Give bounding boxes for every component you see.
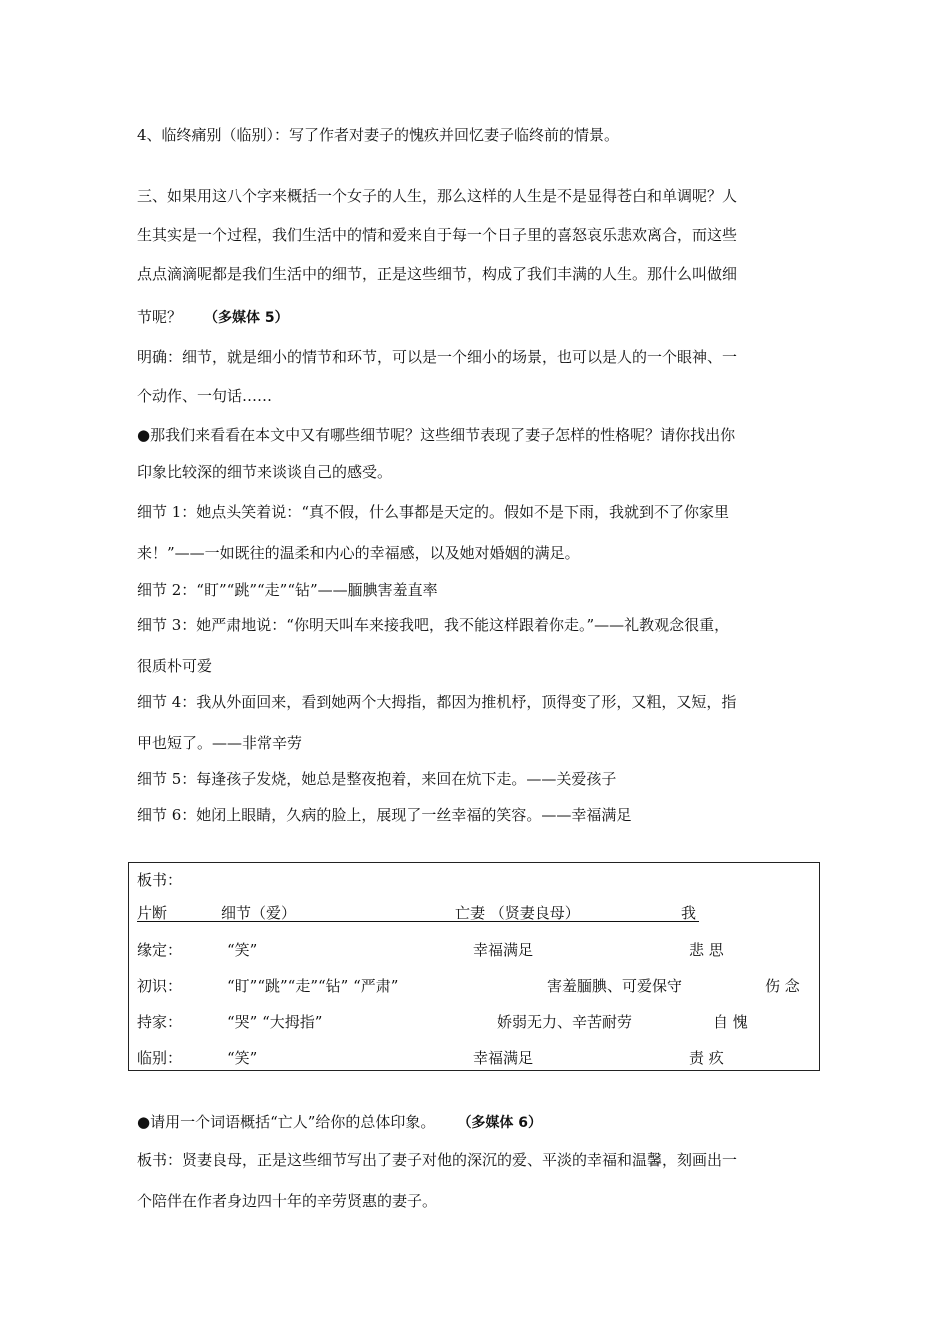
board-row-me: 悲 思 <box>689 941 724 959</box>
definition-line: 明确：细节，就是细小的情节和环节，可以是一个细小的场景，也可以是人的一个眼神、一 <box>137 348 738 366</box>
blackboard-summary-box <box>128 862 820 1071</box>
item-4-text: 4、临终痛别（临别）：写了作者对妻子的愧疚并回忆妻子临终前的情景。 <box>137 126 620 144</box>
paragraph-3-end: 节呢？ <box>137 308 183 326</box>
paragraph-3-line <box>137 307 289 328</box>
detail-1-line: 细节 1：她点头笑着说：“真不假，什么事都是天定的。假如不是下雨，我就到不了你家里 <box>137 503 729 521</box>
summary-line: 个陪伴在作者身边四十年的辛劳贤惠的妻子。 <box>137 1192 438 1210</box>
media-5-label: （多媒体 5） <box>204 310 289 326</box>
detail-3-line: 很质朴可爱 <box>137 657 213 675</box>
board-row-detail: “哭” “大拇指” <box>227 1013 323 1031</box>
media-6-label: （多媒体 6） <box>457 1115 543 1131</box>
board-row-wife: 幸福满足 <box>473 1049 534 1067</box>
board-row-segment: 临别： <box>137 1049 183 1067</box>
paragraph-3-line: 点点滴滴呢都是我们生活中的细节，正是这些细节，构成了我们丰满的人生。那什么叫做细 <box>137 265 738 283</box>
paragraph-3-line: 三、如果用这八个字来概括一个女子的人生，那么这样的人生是不是显得苍白和单调呢？人 <box>137 187 738 205</box>
board-row-wife: 幸福满足 <box>473 941 534 959</box>
board-header-wife: 亡妻 （贤妻良母） <box>455 904 580 922</box>
question-2-line <box>137 1112 542 1133</box>
board-row-detail: “笑” <box>227 1049 258 1067</box>
detail-5: 细节 5：每逢孩子发烧，她总是整夜抱着，来回在炕下走。——关爱孩子 <box>137 770 617 788</box>
board-row-segment: 初识： <box>137 977 183 995</box>
board-header-segment: 片断 <box>137 904 168 922</box>
board-row-wife: 害羞腼腆、可爱保守 <box>547 977 683 995</box>
detail-4-line: 细节 4：我从外面回来，看到她两个大拇指，都因为推机杼，顶得变了形，又粗，又短，指 <box>137 693 737 711</box>
board-header-detail: 细节（爱） <box>221 904 297 922</box>
board-row-segment: 持家： <box>137 1013 183 1031</box>
question-line: 印象比较深的细节来谈谈自己的感受。 <box>137 463 393 481</box>
detail-4-line: 甲也短了。——非常辛劳 <box>137 734 303 752</box>
question-line: ●那我们来看看在本文中又有哪些细节呢？这些细节表现了妻子怎样的性格呢？请你找出你 <box>137 426 736 444</box>
board-row-me: 责 疚 <box>689 1049 724 1067</box>
board-row-segment: 缘定： <box>137 941 183 959</box>
board-row-detail: “盯”“跳”“走”“钻” “严肃” <box>227 977 399 995</box>
detail-6: 细节 6：她闭上眼睛，久病的脸上，展现了一丝幸福的笑容。——幸福满足 <box>137 806 632 824</box>
board-header-me: 我 <box>681 904 697 922</box>
board-row-wife: 娇弱无力、辛苦耐劳 <box>497 1013 633 1031</box>
board-row-me: 自 愧 <box>713 1013 748 1031</box>
definition-line: 个动作、一句话…… <box>137 387 273 405</box>
summary-line: 板书：贤妻良母，正是这些细节写出了妻子对他的深沉的爱、平淡的幸福和温馨，刻画出一 <box>137 1151 738 1169</box>
question-2-text: ●请用一个词语概括“亡人”给你的总体印象。 <box>137 1113 436 1131</box>
paragraph-3-line: 生其实是一个过程，我们生活中的情和爱来自于每一个日子里的喜怒哀乐悲欢离合，而这些 <box>137 226 738 244</box>
detail-2: 细节 2：“盯”“跳”“走”“钻”——腼腆害羞直率 <box>137 581 438 599</box>
detail-1-line: 来！”——一如既往的温柔和内心的幸福感，以及她对婚姻的满足。 <box>137 544 580 562</box>
board-row-me: 伤 念 <box>765 977 800 995</box>
board-title: 板书： <box>137 871 183 889</box>
detail-3-line: 细节 3：她严肃地说：“你明天叫车来接我吧，我不能这样跟着你走。”——礼教观念很重， <box>137 616 730 634</box>
board-row-detail: “笑” <box>227 941 258 959</box>
board-header-underline <box>137 921 699 922</box>
